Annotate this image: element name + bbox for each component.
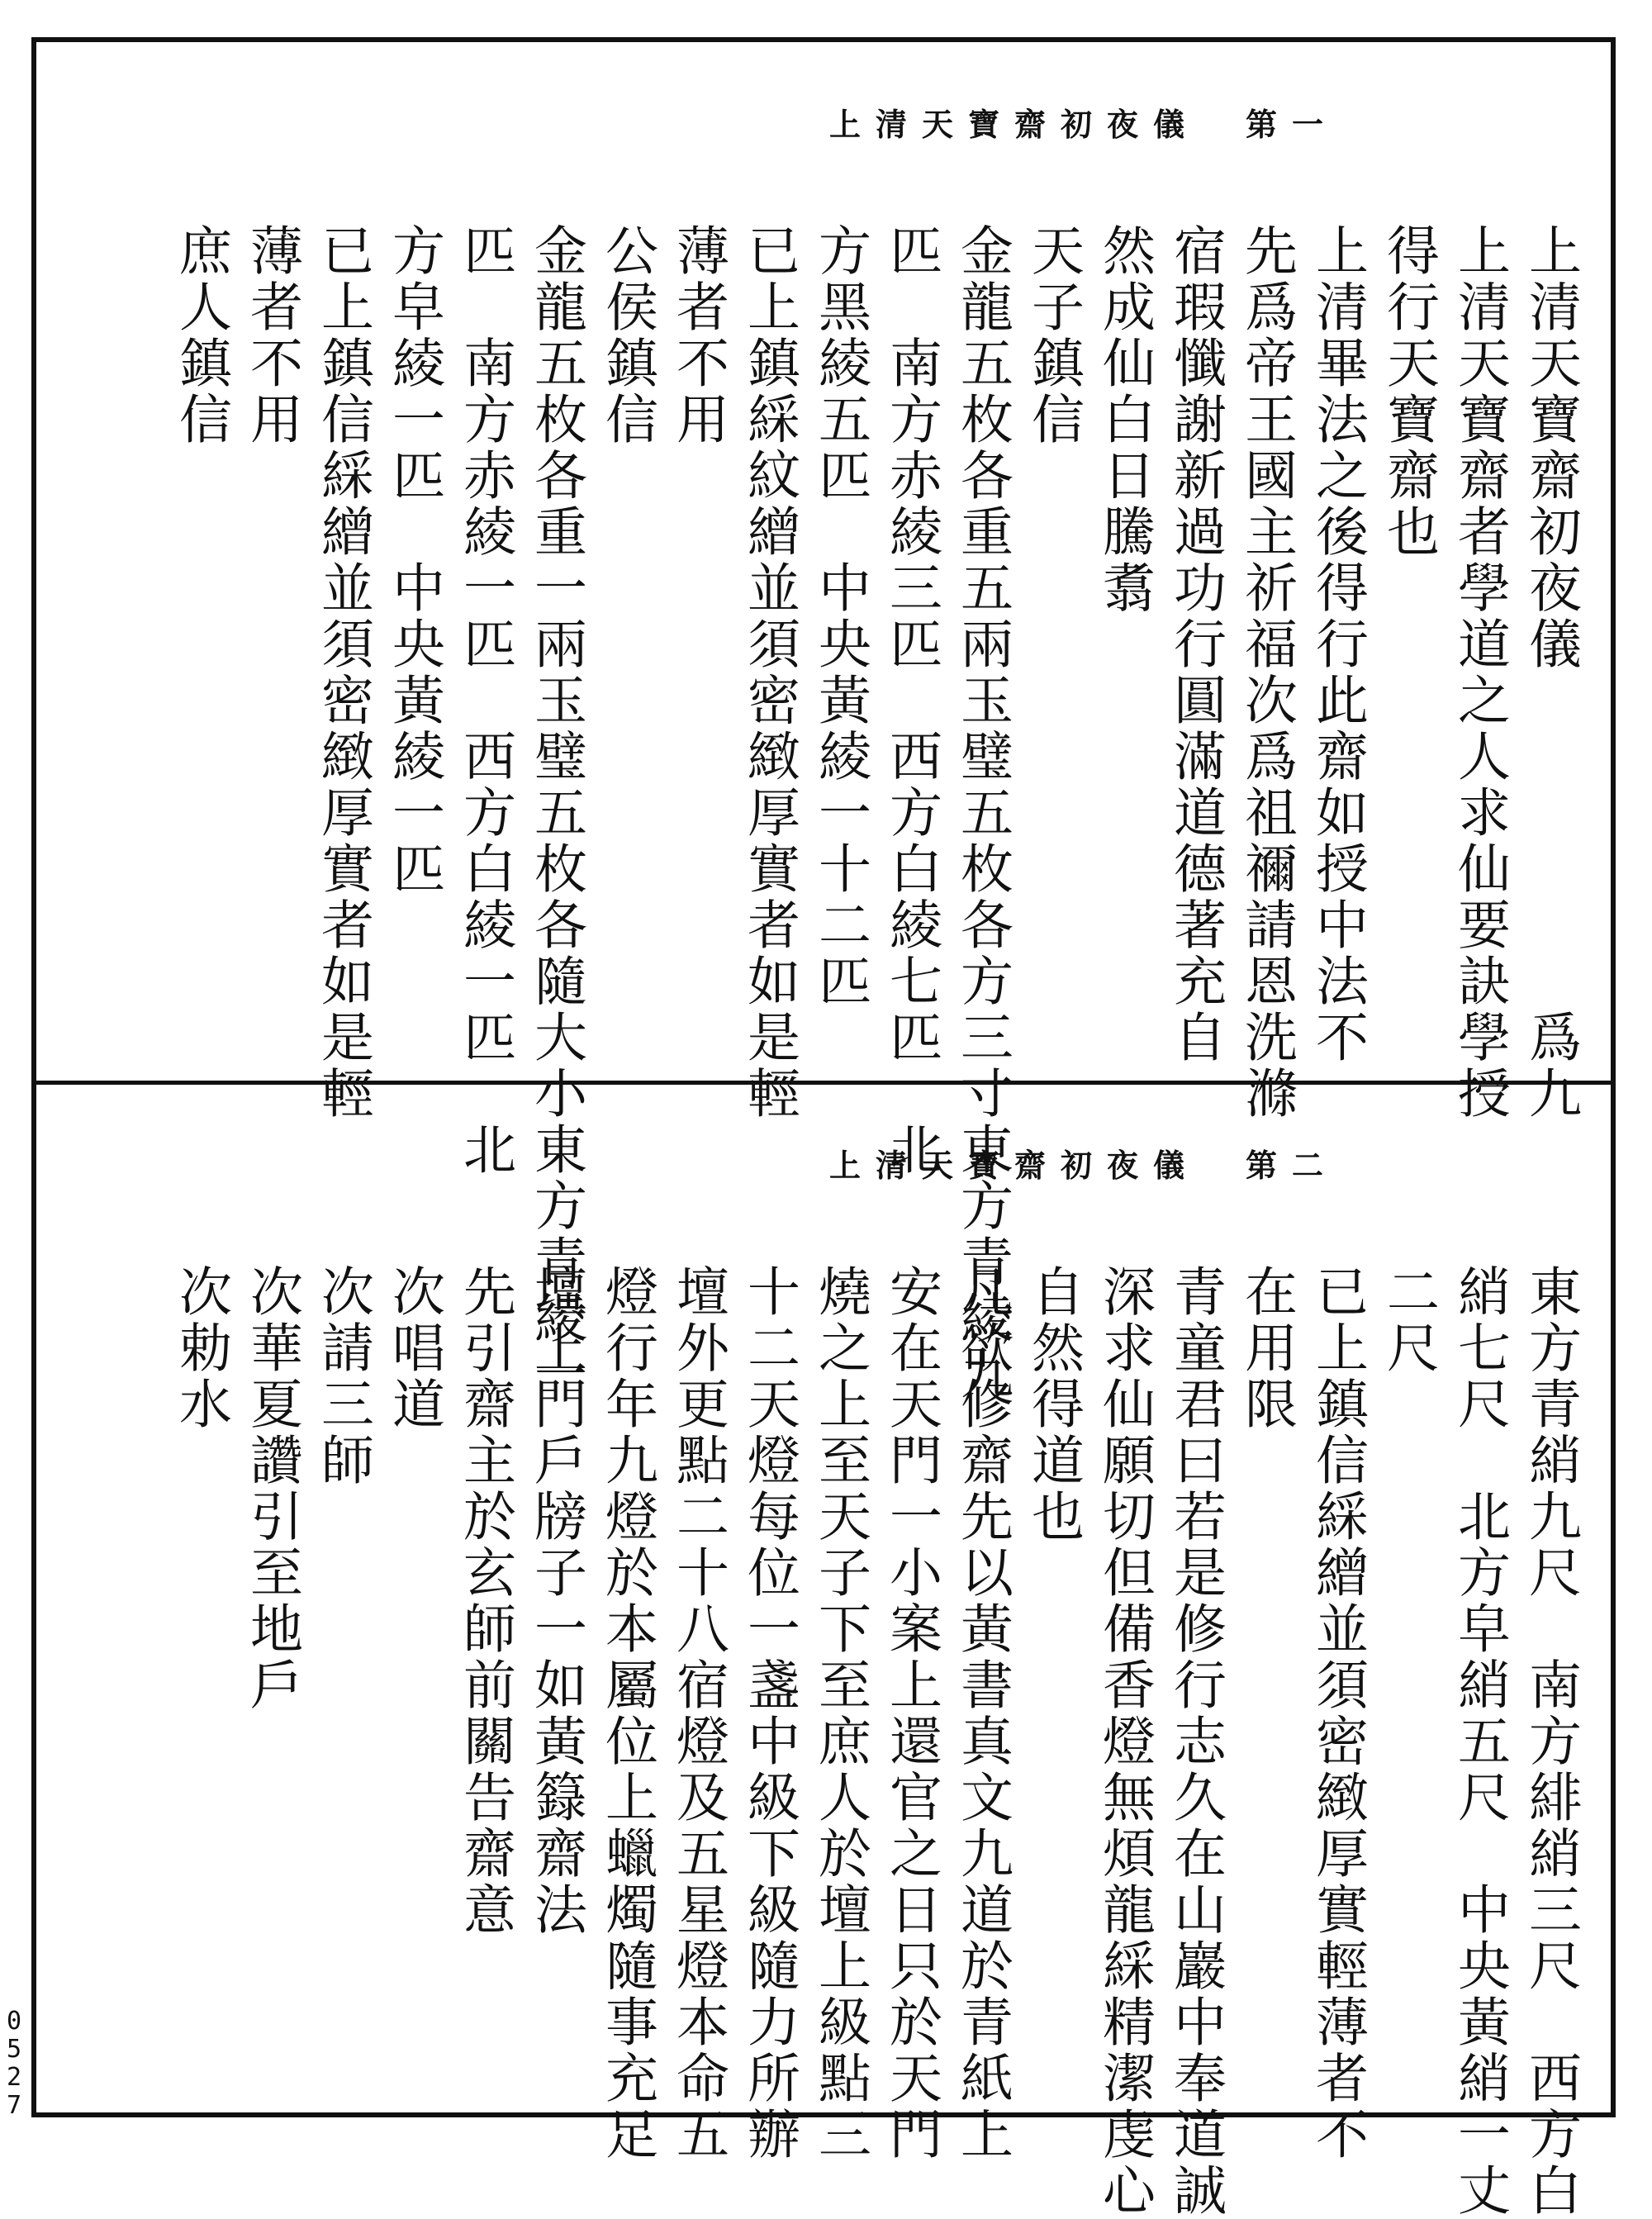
text-column: 庶人鎮信 xyxy=(170,223,231,448)
text-column: 薄者不用 xyxy=(241,223,302,448)
page-number: 0 5 2 7 xyxy=(6,2007,22,2120)
text-column: 燒之上至天子下至庶人於壇上級點三 xyxy=(809,1264,871,2163)
text-column: 方黑綾五匹 中央黃綾一十二匹 xyxy=(809,223,871,1010)
bottom-half xyxy=(66,1140,1586,2219)
text-column: 匹 南方赤綾一匹 西方白綾一匹 北 xyxy=(454,223,515,1178)
text-column: 壇上門戶牓子一如黃籙齋法 xyxy=(525,1264,586,1938)
text-column: 然成仙白日騰翥 xyxy=(1094,223,1155,616)
text-column: 壇外更點二十八宿燈及五星燈本命五 xyxy=(667,1264,729,2163)
text-column: 綃七尺 北方皁綃五尺 中央黃綃一丈 xyxy=(1449,1264,1510,2219)
text-column: 次華夏讚引至地戶 xyxy=(241,1264,302,1713)
text-column: 上清畢法之後得行此齋如授中法不 xyxy=(1307,223,1368,1066)
text-column: 已上鎮信綵繒並須密緻厚實者如是輕 xyxy=(312,223,373,1122)
top-header: 上清天寶齋初夜儀 第一 xyxy=(828,106,1338,143)
text-column: 深求仙願切但備香燈無煩龍綵精潔虔心 xyxy=(1094,1264,1155,2219)
text-column: 次請三師 xyxy=(312,1264,373,1489)
text-column: 薄者不用 xyxy=(667,223,729,448)
text-column: 已上鎮綵紋繒並須密緻厚實者如是輕 xyxy=(738,223,800,1122)
text-column: 次勅水 xyxy=(170,1264,231,1433)
text-column: 已上鎮信綵繒並須密緻厚實輕薄者不 xyxy=(1307,1264,1368,2163)
text-column: 次唱道 xyxy=(383,1264,444,1433)
bottom-columns xyxy=(165,1264,1586,2219)
text-column: 匹 南方赤綾三匹 西方白綾七匹 北 xyxy=(881,223,942,1178)
text-column: 東方青綃九尺 南方緋綃三尺 西方白 xyxy=(1520,1264,1581,2219)
text-column: 天子鎮信 xyxy=(1023,223,1084,448)
text-column: 先爲帝王國主祈福次爲祖禰請恩洗滌 xyxy=(1236,223,1297,1122)
text-column: 宿瑕懺謝新過功行圓滿道德著充自 xyxy=(1165,223,1226,1066)
bottom-header: 上清天寶齋初夜儀 第二 xyxy=(828,1147,1338,1184)
text-column: 上清天寶齋者學道之人求仙要訣學授 xyxy=(1449,223,1510,1122)
text-column: 金龍五枚各重五兩玉璧五枚各方三寸東方青綾九 xyxy=(952,223,1013,1403)
text-column: 上清天寶齋初夜儀 爲九 xyxy=(1520,223,1581,1122)
text-column: 十二天燈每位一盞中級下級隨力所辦 xyxy=(738,1264,800,2163)
text-column: 在用限 xyxy=(1236,1264,1297,1433)
text-column: 青童君曰若是修行志久在山巖中奉道誠 xyxy=(1165,1264,1226,2219)
text-column: 方皁綾一匹 中央黃綾一匹 xyxy=(383,223,444,897)
text-column: 安在天門一小案上還官之日只於天門 xyxy=(881,1264,942,2163)
text-column: 燈行年九燈於本屬位上蠟燭隨事充足 xyxy=(596,1264,657,2163)
text-column: 二尺 xyxy=(1378,1264,1439,1376)
text-column: 凡欲修齋先以黃書真文九道於青紙上 xyxy=(952,1264,1013,2163)
text-column: 自然得道也 xyxy=(1023,1264,1084,1545)
text-column: 金龍五枚各重一兩玉璧五枚各隨大小東方青綾一 xyxy=(525,223,586,1403)
text-column: 先引齋主於玄師前關告齋意 xyxy=(454,1264,515,1938)
text-column: 得行天寶齋也 xyxy=(1378,223,1439,560)
text-column: 公侯鎮信 xyxy=(596,223,657,448)
